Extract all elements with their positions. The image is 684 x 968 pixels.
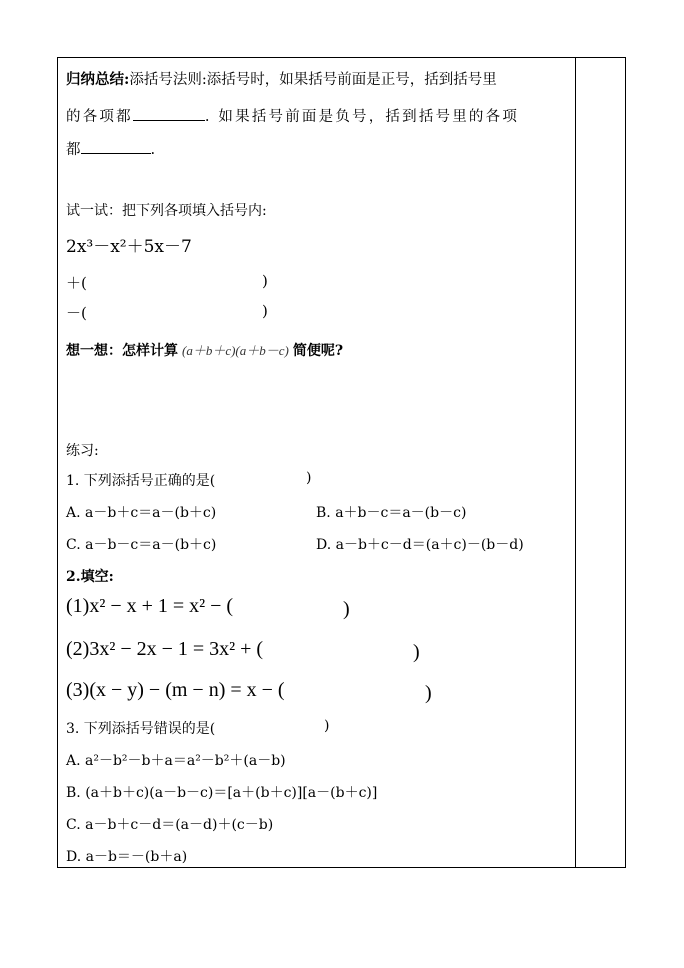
blank-negative[interactable] — [81, 141, 151, 154]
try-plus-open: ＋( — [66, 274, 87, 292]
try-title: 试一试：把下列各项填入括号内: — [66, 203, 267, 219]
think-suffix: 简便呢? — [292, 343, 344, 359]
summary-rule-line3-a: 都 — [66, 142, 81, 158]
q2-item-3: (3)(x − y) − (m − n) = x − ( — [66, 679, 285, 701]
summary-rule-line3-b: . — [150, 142, 156, 158]
q2-item-3-close: ) — [425, 682, 432, 704]
think-line — [66, 340, 343, 360]
summary-line-3 — [66, 138, 155, 159]
think-expression: (a＋b＋c)(a＋b－c) — [182, 343, 289, 358]
practice-title: 练习: — [66, 443, 99, 459]
q1-option-b: B. a＋b－c＝a－(b－c) — [316, 505, 467, 521]
try-minus-close: ) — [262, 302, 268, 320]
blank-positive[interactable] — [133, 108, 205, 121]
try-plus-close: ) — [262, 272, 268, 290]
q2-item-1: (1)x² − x + 1 = x² − ( — [66, 595, 234, 617]
summary-line-2 — [66, 105, 519, 126]
q1-option-a: A. a－b＋c＝a－(b＋c) — [66, 505, 217, 521]
summary-rule-line2-b: . 如果括号前面是负号，括到括号里的各项 — [204, 109, 520, 125]
q3-option-b: B. (a＋b＋c)(a－b－c)＝[a＋(b＋c)][a－(b＋c)] — [66, 785, 378, 801]
q3-option-c: C. a－b＋c－d＝(a－d)＋(c－b) — [66, 817, 274, 833]
q2-stem: 2.填空: — [66, 569, 114, 585]
q1-stem-close: ) — [306, 470, 312, 486]
summary-line-1 — [66, 68, 497, 89]
worksheet-frame — [57, 57, 626, 868]
q3-option-a: A. a²－b²－b＋a＝a²－b²＋(a－b) — [66, 753, 286, 769]
summary-rule-line2-a: 的各项都 — [66, 109, 133, 125]
think-prefix: 想一想：怎样计算 — [66, 343, 178, 359]
q3-stem: 3. 下列添括号错误的是( — [66, 721, 216, 737]
try-minus-open: －( — [66, 304, 87, 322]
q1-stem: 1. 下列添括号正确的是( — [66, 473, 216, 489]
q3-option-d: D. a－b＝－(b＋a) — [66, 849, 188, 865]
column-divider — [575, 57, 576, 868]
q1-option-c: C. a－b－c＝a－(b＋c) — [66, 537, 217, 553]
try-expression: 2x³－x²＋5x－7 — [66, 237, 192, 257]
summary-rule-line1: 添括号法则:添括号时，如果括号前面是正号，括到括号里 — [129, 72, 497, 88]
q2-item-2: (2)3x² − 2x − 1 = 3x² + ( — [66, 638, 264, 660]
q2-item-1-close: ) — [343, 598, 350, 620]
summary-title: 归纳总结: — [66, 71, 130, 88]
q1-option-d: D. a－b＋c－d＝(a＋c)－(b－d) — [316, 537, 524, 553]
q3-stem-close: ) — [324, 718, 330, 734]
q2-item-2-close: ) — [413, 641, 420, 663]
